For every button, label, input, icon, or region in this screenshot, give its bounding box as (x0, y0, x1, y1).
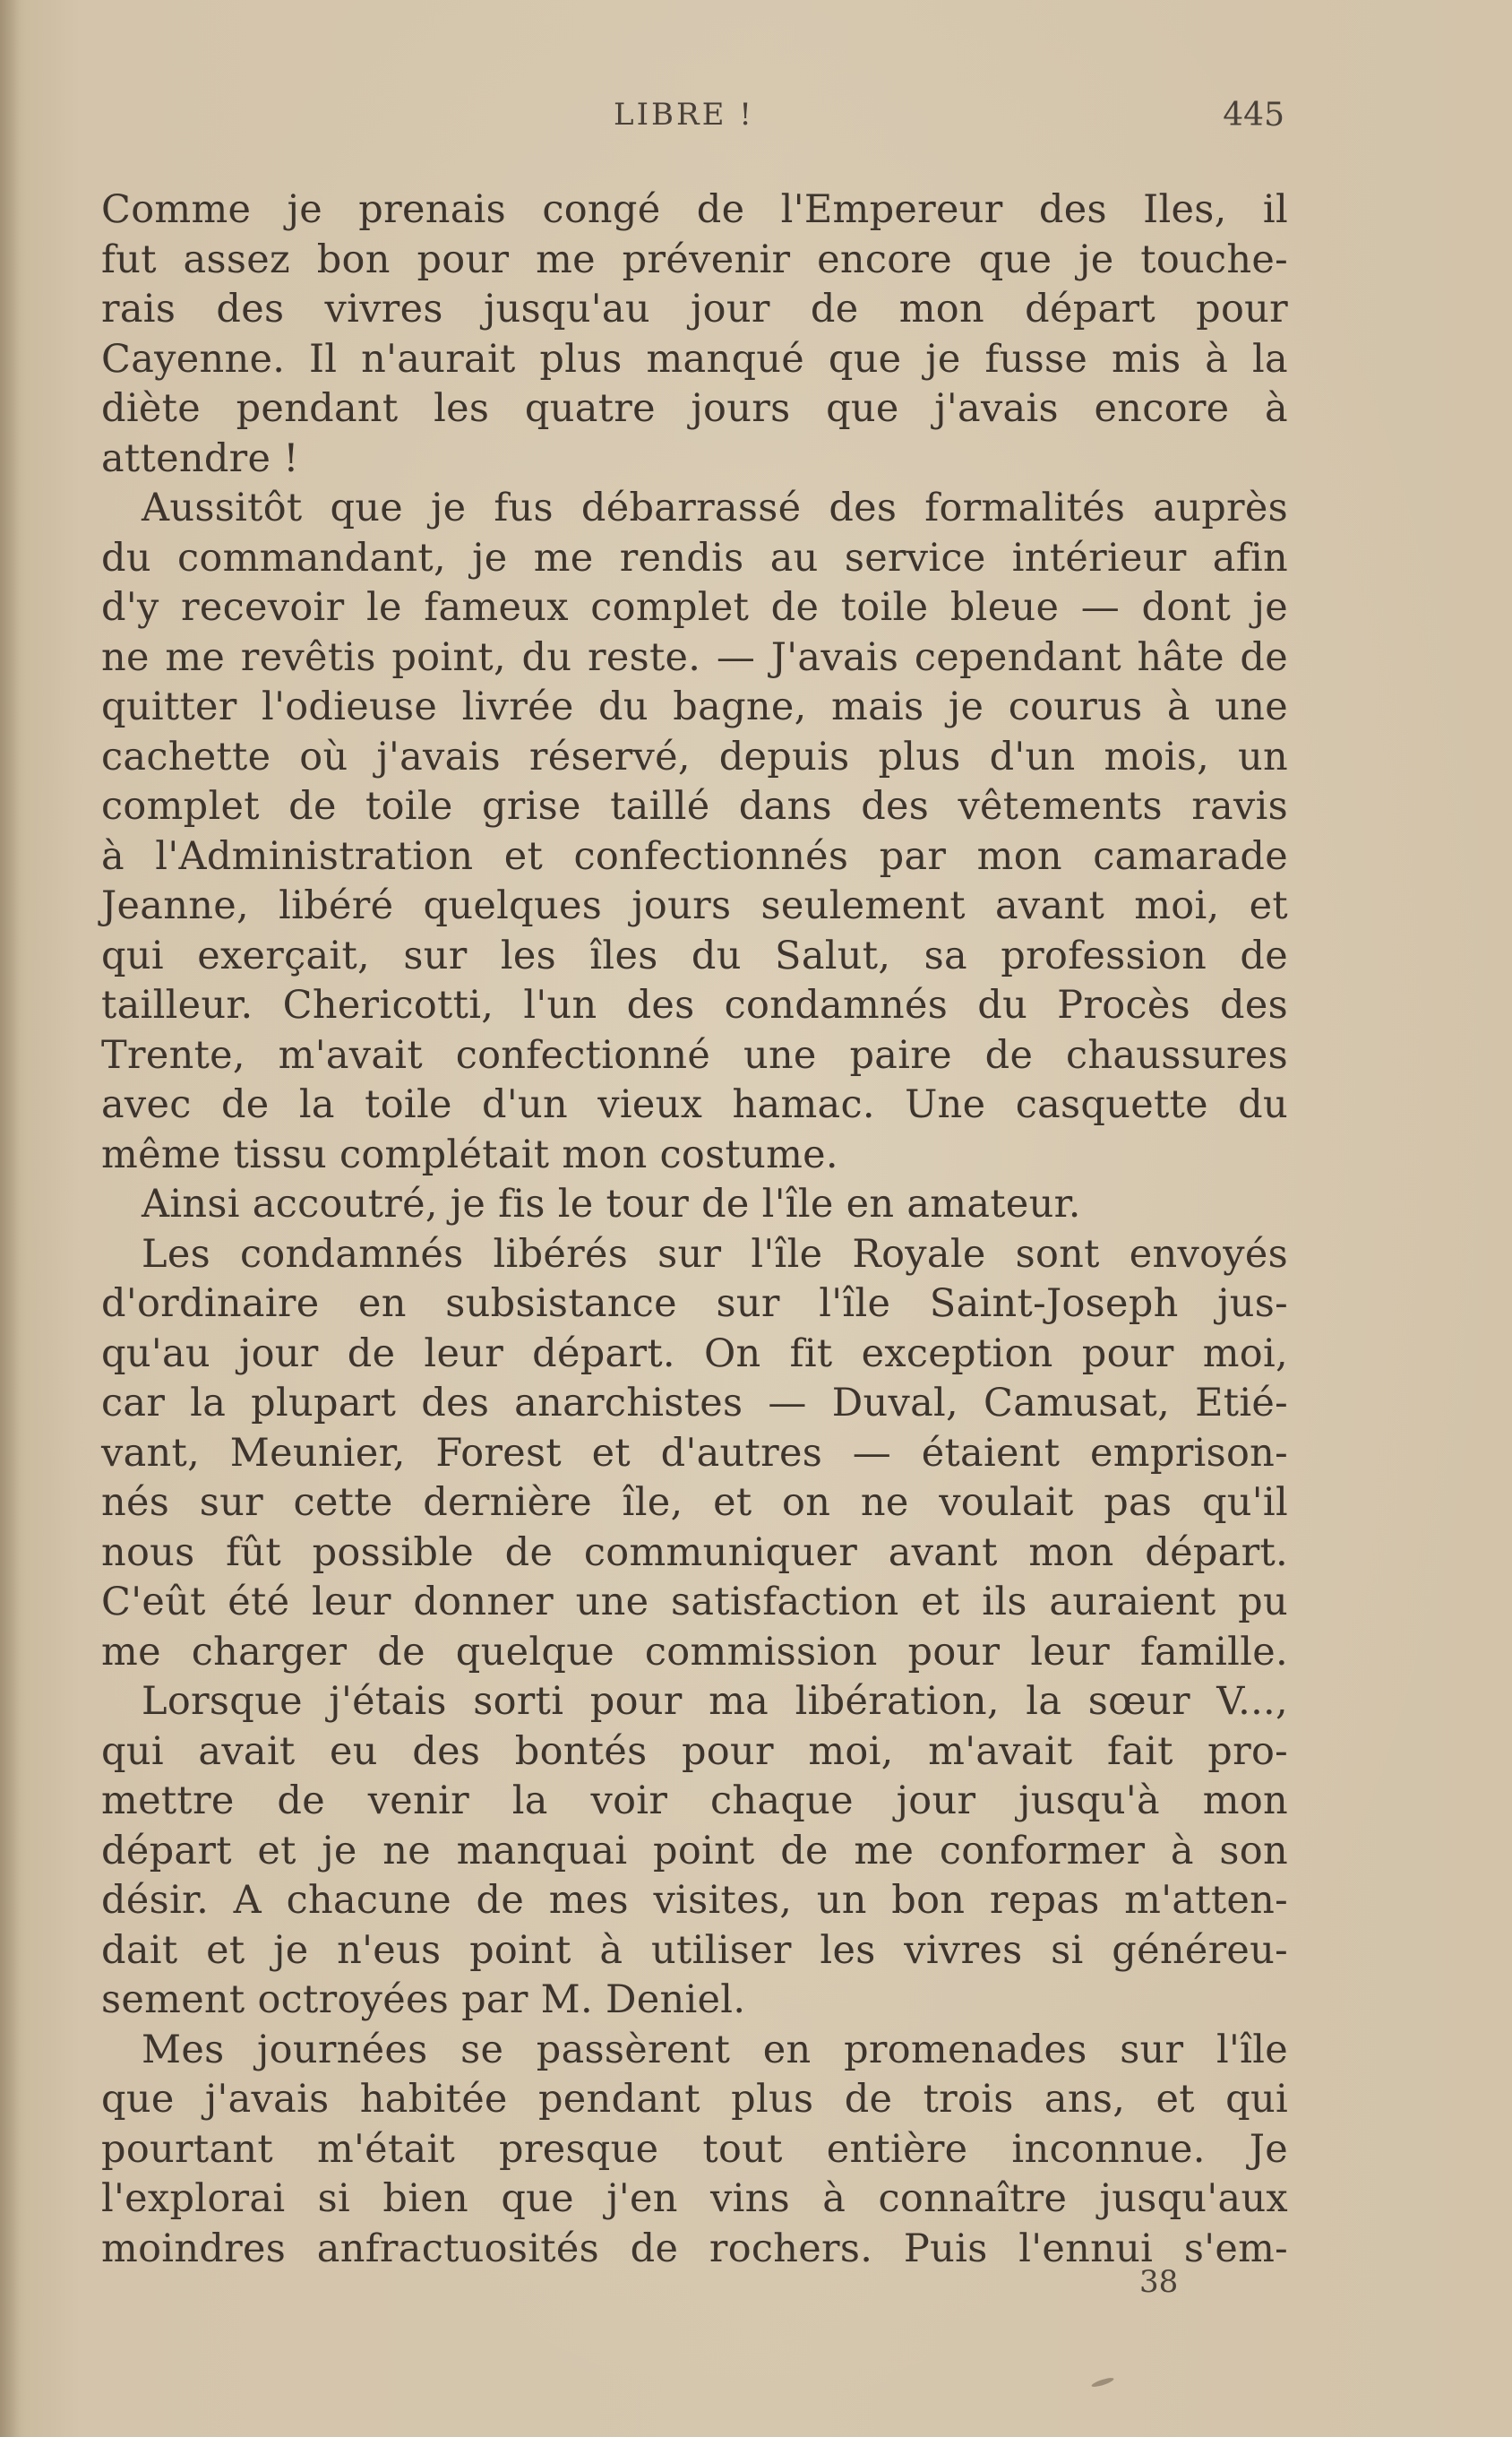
text-line: diète pendant les quatre jours que j'avais encore à (101, 386, 1288, 431)
ink-smudge (1091, 2376, 1115, 2389)
text-line: pourtant m'était presque tout entière inconnue. Je (101, 2126, 1288, 2172)
text-line: sement octroyées par M. Deniel. (101, 1977, 746, 2022)
text-line: à l'Administration et confectionnés par mon camarade (101, 833, 1288, 879)
text-line: que j'avais habitée pendant plus de trois ans, et qui (101, 2077, 1288, 2122)
text-line: désir. A chacune de mes visites, un bon repas m'atten- (101, 1878, 1288, 1923)
text-line: cachette où j'avais réservé, depuis plus d'un mois, un (101, 734, 1288, 779)
text-line: avec de la toile d'un vieux hamac. Une casquette du (101, 1082, 1288, 1127)
text-line: fut assez bon pour me prévenir encore que je touche- (101, 237, 1288, 282)
text-line: attendre ! (101, 435, 299, 481)
text-line: nous fût possible de communiquer avant mon départ. (101, 1529, 1288, 1575)
page-number: 445 (1223, 97, 1284, 133)
text-line: d'y recevoir le fameux complet de toile bleue — dont je (101, 585, 1288, 630)
text-line: qui exerçait, sur les îles du Salut, sa profession de (101, 933, 1288, 978)
text-line: d'ordinaire en subsistance sur l'île Saint-Joseph jus- (101, 1281, 1288, 1326)
text-line: Jeanne, libéré quelques jours seulement avant moi, et (101, 883, 1288, 928)
text-line: l'explorai si bien que j'en vins à connaître jusqu'aux (101, 2176, 1288, 2221)
text-line: départ et je ne manquai point de me conformer à son (101, 1828, 1288, 1873)
text-line: Aussitôt que je fus débarrassé des formalités auprès (142, 486, 1288, 530)
text-line: moindres anfractuosités de rochers. Puis l'ennui s'em- (101, 2226, 1288, 2271)
running-title: LIBRE ! (614, 97, 754, 133)
text-line: du commandant, je me rendis au service intérieur afin (101, 535, 1288, 581)
signature-mark: 38 (1139, 2264, 1179, 2300)
text-line: dait et je n'eus point à utiliser les vivres si généreu- (101, 1927, 1288, 1973)
text-line: Lorsque j'étais sorti pour ma libération, la sœur V..., (142, 1679, 1288, 1724)
text-line: Comme je prenais congé de l'Empereur des Iles, il (101, 187, 1288, 232)
text-line: qu'au jour de leur départ. On fit exception pour moi, (101, 1330, 1288, 1376)
text-line: nés sur cette dernière île, et on ne voulait pas qu'il (101, 1480, 1288, 1525)
text-line: ne me revêtis point, du reste. — J'avais cependant hâte de (101, 634, 1288, 680)
text-line: vant, Meunier, Forest et d'autres — étaient emprison- (101, 1430, 1288, 1476)
text-line: qui avait eu des bontés pour moi, m'avait fait pro- (101, 1728, 1288, 1774)
text-line: complet de toile grise taillé dans des vêtements ravis (101, 784, 1288, 829)
running-head (99, 97, 1284, 142)
text-line: tailleur. Chericotti, l'un des condamnés du Procès des (101, 983, 1288, 1028)
text-line: me charger de quelque commission pour leur famille. (101, 1629, 1288, 1675)
text-line: mettre de venir la voir chaque jour jusqu'à mon (101, 1778, 1288, 1823)
binding-shadow (0, 0, 20, 2437)
text-line: Trente, m'avait confectionné une paire de chaussures (101, 1032, 1288, 1078)
text-line: Cayenne. Il n'aurait plus manqué que je fusse mis à la (101, 336, 1288, 382)
text-line: Mes journées se passèrent en promenades sur l'île (142, 2027, 1288, 2072)
text-line: C'eût été leur donner une satisfaction et ils auraient pu (101, 1580, 1288, 1624)
text-line: car la plupart des anarchistes — Duval, Camusat, Etié- (101, 1381, 1288, 1425)
text-line: Les condamnés libérés sur l'île Royale sont envoyés (142, 1231, 1288, 1277)
body-text (101, 185, 1288, 2274)
text-line: même tissu complétait mon costume. (101, 1132, 838, 1177)
text-line: quitter l'odieuse livrée du bagne, mais je courus à une (101, 685, 1288, 729)
text-line: Ainsi accoutré, je fis le tour de l'île en amateur. (142, 1182, 1081, 1227)
text-line: rais des vivres jusqu'au jour de mon départ pour (101, 287, 1288, 332)
